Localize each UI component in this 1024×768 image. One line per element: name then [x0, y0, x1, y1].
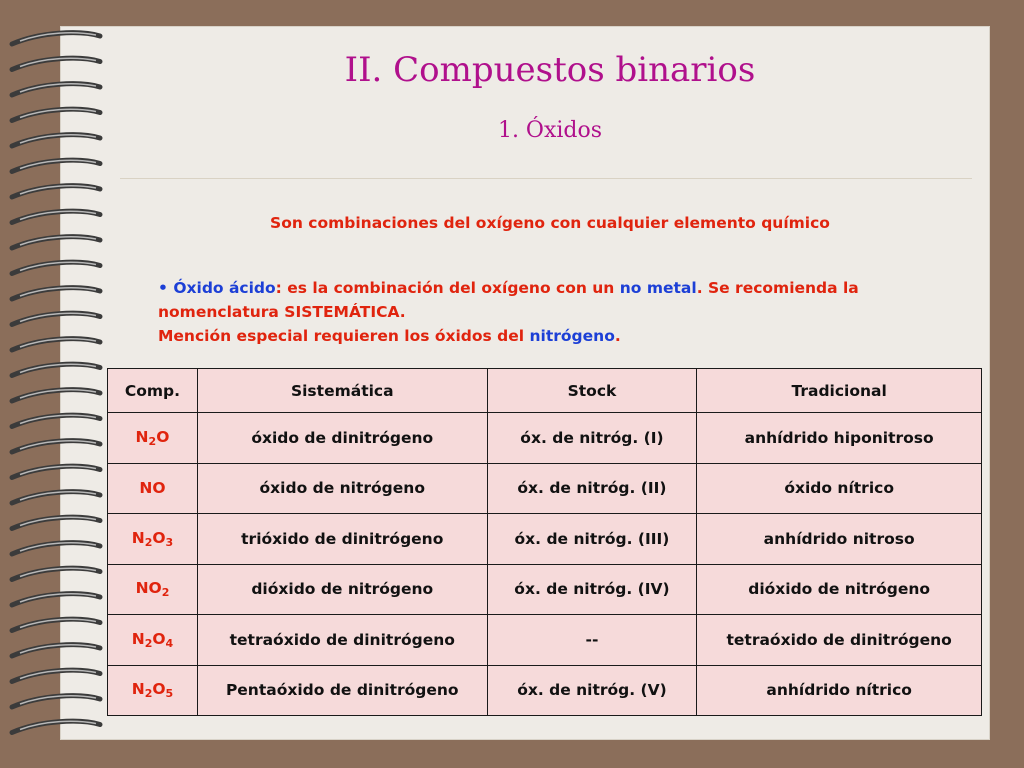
spiral-ring — [12, 568, 100, 579]
sistematica-cell: Pentaóxido de dinitrógeno — [197, 665, 487, 716]
formula-cell — [108, 413, 198, 464]
formula-part: 4 — [165, 636, 174, 650]
formula-cell — [108, 564, 198, 615]
formula-part: O — [152, 528, 166, 547]
spiral-ring — [12, 645, 100, 656]
formula-part: O — [156, 427, 170, 446]
spiral-ring — [12, 517, 100, 528]
spiral-ring — [12, 33, 100, 44]
description-paragraph — [158, 276, 968, 348]
formula-part: 2 — [144, 636, 153, 650]
para-text-2: . Se recomienda la nomenclatura SISTEMÁTICA. — [158, 279, 859, 321]
stock-cell: -- — [487, 615, 697, 666]
table-row — [108, 463, 982, 514]
spiral-ring — [12, 237, 100, 248]
spiral-ring — [12, 109, 100, 120]
formula-part: 2 — [148, 434, 157, 448]
table-row — [108, 514, 982, 565]
spiral-binding-icon — [0, 0, 120, 768]
spiral-ring — [12, 543, 100, 554]
formula-part: 2 — [144, 687, 153, 701]
spiral-ring — [12, 313, 100, 324]
spiral-ring — [12, 84, 100, 95]
spiral-ring — [12, 135, 100, 146]
intro-text: Son combinaciones del oxígeno con cualquier elemento químico — [270, 214, 830, 232]
stock-cell: óx. de nitróg. (IV) — [487, 564, 697, 615]
header-stock: Stock — [487, 369, 697, 413]
para-text-3: Mención especial requieren los óxidos del — [158, 327, 530, 345]
formula-part: 3 — [165, 535, 174, 549]
sistematica-cell: óxido de nitrógeno — [197, 463, 487, 514]
header-tradicional: Tradicional — [697, 369, 982, 413]
stock-cell: óx. de nitróg. (I) — [487, 413, 697, 464]
formula-part: 2 — [161, 586, 170, 600]
spiral-ring — [12, 721, 100, 732]
sistematica-cell: óxido de dinitrógeno — [197, 413, 487, 464]
tradicional-cell: dióxido de nitrógeno — [697, 564, 982, 615]
divider-line — [120, 178, 972, 179]
formula-cell — [108, 463, 198, 514]
sistematica-cell: tetraóxido de dinitrógeno — [197, 615, 487, 666]
tradicional-cell: anhídrido nítrico — [697, 665, 982, 716]
table-row — [108, 615, 982, 666]
tradicional-cell: tetraóxido de dinitrógeno — [697, 615, 982, 666]
spiral-ring — [12, 211, 100, 222]
spiral-ring — [12, 186, 100, 197]
formula-part: 2 — [144, 535, 153, 549]
formula-part: O — [152, 680, 166, 699]
sistematica-cell: trióxido de dinitrógeno — [197, 514, 487, 565]
spiral-ring — [12, 390, 100, 401]
formula-part: N — [131, 629, 145, 648]
bullet-mark: • — [158, 279, 168, 297]
spiral-ring — [12, 58, 100, 69]
oxides-table — [107, 368, 982, 716]
spiral-ring — [12, 160, 100, 171]
formula-part: NO — [139, 479, 166, 498]
spiral-ring — [12, 262, 100, 273]
formula-part: NO — [135, 579, 162, 598]
term-no-metal: no metal — [619, 279, 697, 297]
spiral-ring — [12, 441, 100, 452]
formula-part: N — [131, 528, 145, 547]
formula-cell — [108, 665, 198, 716]
spiral-ring — [12, 339, 100, 350]
stock-cell: óx. de nitróg. (V) — [487, 665, 697, 716]
formula-cell — [108, 615, 198, 666]
tradicional-cell: anhídrido nitroso — [697, 514, 982, 565]
para-text-4: . — [614, 327, 621, 345]
header-comp: Comp. — [108, 369, 198, 413]
spiral-ring — [12, 364, 100, 375]
slide-subtitle: 1. Óxidos — [497, 118, 603, 143]
table-row — [108, 665, 982, 716]
formula-part: 5 — [165, 687, 174, 701]
spiral-ring — [12, 288, 100, 299]
slide-title: II. Compuestos binarios — [344, 50, 756, 90]
formula-part: N — [131, 680, 145, 699]
spiral-ring — [12, 415, 100, 426]
formula-part: N — [135, 427, 149, 446]
para-text-1: : es la combinación del oxígeno con un — [275, 279, 620, 297]
stock-cell: óx. de nitróg. (II) — [487, 463, 697, 514]
table-row — [108, 564, 982, 615]
stock-cell: óx. de nitróg. (III) — [487, 514, 697, 565]
spiral-ring — [12, 492, 100, 503]
formula-part: O — [152, 629, 166, 648]
formula-cell — [108, 514, 198, 565]
spiral-ring — [12, 466, 100, 477]
spiral-ring — [12, 670, 100, 681]
table-row — [108, 413, 982, 464]
term-oxido-acido: Óxido ácido — [173, 279, 276, 297]
spiral-ring — [12, 619, 100, 630]
tradicional-cell: anhídrido hiponitroso — [697, 413, 982, 464]
spiral-ring — [12, 696, 100, 707]
sistematica-cell: dióxido de nitrógeno — [197, 564, 487, 615]
spiral-ring — [12, 594, 100, 605]
tradicional-cell: óxido nítrico — [697, 463, 982, 514]
term-nitrogeno: nitrógeno — [529, 327, 615, 345]
header-sistematica: Sistemática — [197, 369, 487, 413]
